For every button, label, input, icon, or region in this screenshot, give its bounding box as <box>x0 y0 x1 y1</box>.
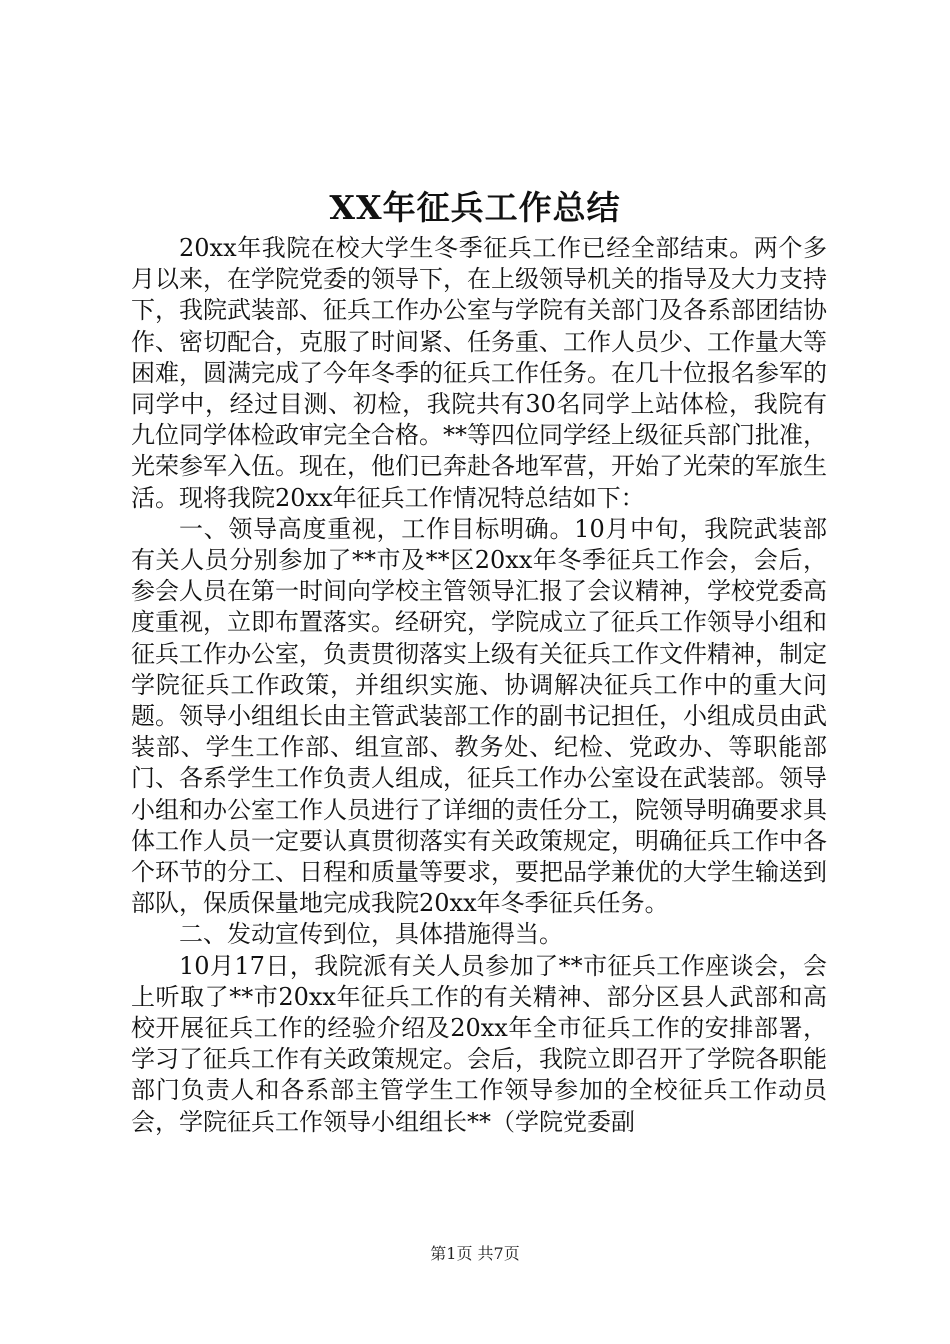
paragraph-section-one: 一、领导高度重视，工作目标明确。10月中旬，我院武装部有关人员分别参加了**市及**区20xx年冬季征兵工作会，会后，参会人员在第一时间向学校主管领导汇报了会议精神，学校党委高度重视，立即布置落实。经研究，学院成立了征兵工作领导小组和征兵工作办公室，负责贯彻落实上级有关征兵工作文件精神，制定学院征兵工作政策，并组织实施、协调解决征兵工作中的重大问题。领导小组组长由主管武装部工作的副书记担任，小组成员由武装部、学生工作部、组宣部、教务处、纪检、党政办、等职能部门、各系学生工作负责人组成，征兵工作办公室设在武装部。领导小组和办公室工作人员进行了详细的责任分工，院领导明确要求具体工作人员一定要认真贯彻落实有关政策规定，明确征兵工作中各个环节的分工、日程和质量等要求，要把品学兼优的大学生输送到部队，保质保量地完成我院20xx年冬季征兵任务。 <box>131 514 827 918</box>
page-footer: 第1页 共7页 <box>430 1244 520 1263</box>
paragraph-section-two-heading: 二、发动宣传到位，具体措施得当。 <box>179 920 563 949</box>
paragraph-intro: 20xx年我院在校大学生冬季征兵工作已经全部结束。两个多月以来，在学院党委的领导下，在上级领导机关的指导及大力支持下，我院武装部、征兵工作办公室与学院有关部门及各系部团结协作、密切配合，克服了时间紧、任务重、工作人员少、工作量大等困难，圆满完成了今年冬季的征兵工作任务。在几十位报名参军的同学中，经过目测、初检，我院共有30名同学上站体检，我院有九位同学体检政审完全合格。**等四位同学经上级征兵部门批准，光荣参军入伍。现在，他们已奔赴各地军营，开始了光荣的军旅生活。现将我院20xx年征兵工作情况特总结如下： <box>131 234 827 512</box>
paragraph-section-two-body: 10月17日，我院派有关人员参加了**市征兵工作座谈会，会上听取了**市20xx年征兵工作的有关精神、部分区县人武部和高校开展征兵工作的经验介绍及20xx年全市征兵工作的安排部署，学习了征兵工作有关政策规定。会后，我院立即召开了学院各职能部门负责人和各系部主管学生工作领导参加的全校征兵工作动员会，学院征兵工作领导小组组长**（学院党委副 <box>131 951 827 1136</box>
document-body <box>131 233 827 1138</box>
document-title: XX年征兵工作总结 <box>329 188 621 227</box>
